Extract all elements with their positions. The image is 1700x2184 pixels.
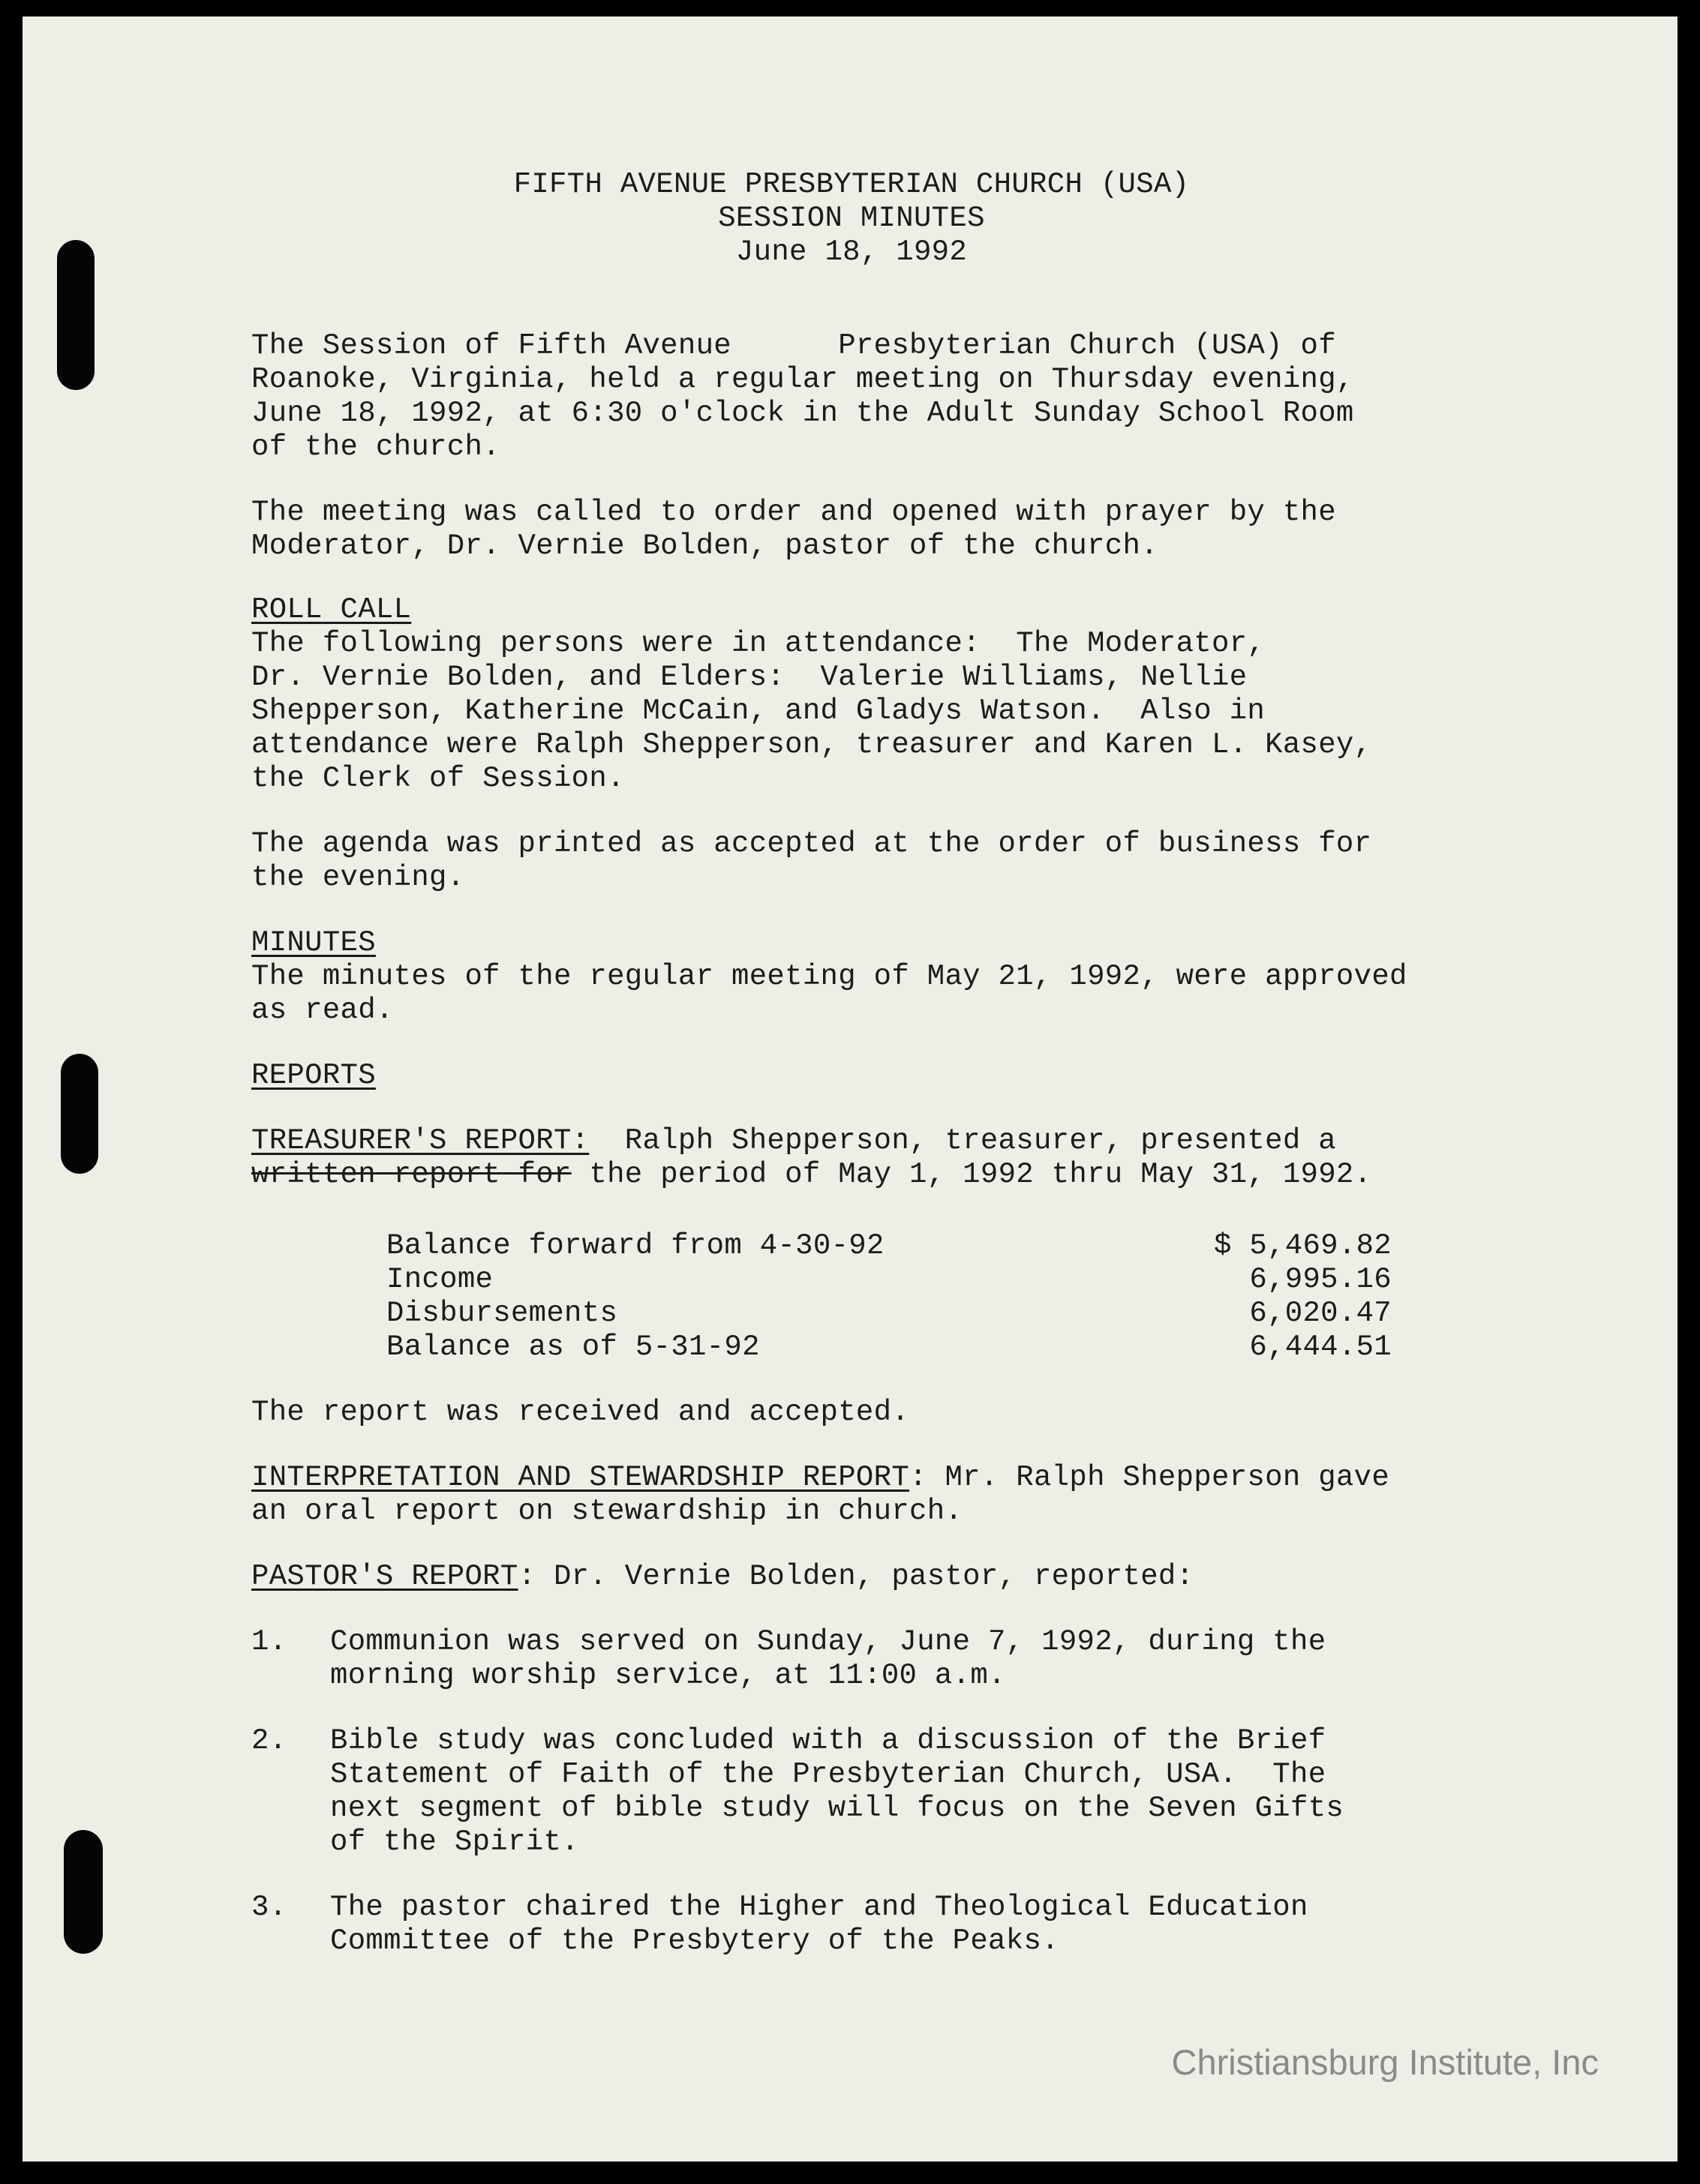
punch-hole-top	[57, 240, 95, 390]
document-title: SESSION MINUTES	[718, 202, 985, 235]
treasurer-closing: The report was received and accepted.	[251, 1396, 910, 1429]
fin-amount: 6,995.16	[1249, 1263, 1392, 1296]
list-item	[251, 1891, 1542, 1958]
fin-amount: $ 5,469.82	[1213, 1229, 1392, 1262]
minutes-document	[251, 168, 1542, 1958]
fin-amount: 6,020.47	[1249, 1297, 1392, 1330]
meeting-date: June 18, 1992	[735, 236, 968, 268]
document-page	[23, 16, 1677, 2162]
opening-paragraph: The meeting was called to order and opened with prayer by the Moderator, Dr. Vernie Bolden, pastor of the church.	[251, 496, 1336, 562]
treasurer-report-line2	[251, 1158, 1542, 1192]
list-item	[251, 1724, 1542, 1859]
minutes-text: The minutes of the regular meeting of May 21, 1992, were approved as read.	[251, 960, 1407, 1027]
fin-label: Disbursements	[386, 1297, 618, 1330]
punch-hole-bottom	[64, 1830, 103, 1954]
list-item-number: 3.	[251, 1891, 287, 1924]
reports-heading: REPORTS	[251, 1059, 376, 1092]
fin-label: Balance as of 5-31-92	[386, 1330, 760, 1364]
stewardship-heading: INTERPRETATION AND STEWARDSHIP REPORT	[251, 1461, 910, 1494]
punch-hole-middle	[61, 1054, 98, 1174]
agenda-paragraph: The agenda was printed as accepted at the order of business for the evening.	[251, 827, 1372, 894]
roll-call-text: The following persons were in attendance: The Moderator, Dr. Vernie Bolden, and Elders: Valerie Williams, Nellie Shepperson, Katherine McCain, and Gladys Watson. Also in attendance were Ralph Shepperson, treasurer and Karen L. Kasey, the Clerk of Session.	[251, 627, 1372, 795]
roll-call-heading: ROLL CALL	[251, 593, 412, 626]
pastor-heading: PASTOR'S REPORT	[251, 1560, 518, 1593]
fin-amount: 6,444.51	[1249, 1330, 1392, 1364]
document-header	[251, 168, 1452, 269]
treasurer-struck-text: written report for	[251, 1158, 572, 1191]
list-item	[251, 1625, 1542, 1693]
stewardship-report	[251, 1461, 1542, 1495]
list-item-number: 2.	[251, 1724, 287, 1757]
church-name: FIFTH AVENUE PRESBYTERIAN CHURCH (USA)	[513, 168, 1190, 201]
financial-table	[386, 1229, 1542, 1364]
list-item-text: Communion was served on Sunday, June 7, 1992, during the morning worship service, at 11:00 a.m.	[330, 1625, 1326, 1692]
pastor-intro-text: : Dr. Vernie Bolden, pastor, reported:	[518, 1560, 1194, 1593]
stewardship-text-line2: an oral report on stewardship in church.	[251, 1495, 963, 1528]
fin-label: Income	[386, 1263, 494, 1296]
list-item-text: The pastor chaired the Higher and Theological Education Committee of the Presbytery of the Peaks.	[330, 1891, 1308, 1958]
pastor-report	[251, 1560, 1542, 1594]
archive-watermark: Christiansburg Institute, Inc	[1171, 2042, 1599, 2082]
minutes-heading: MINUTES	[251, 926, 376, 959]
list-item-text: Bible study was concluded with a discussion of the Brief Statement of Faith of the Presbyterian Church, USA. The next segment of bible study will focus on the Seven Gifts of the Spirit.	[330, 1724, 1344, 1858]
treasurer-text-line2: the period of May 1, 1992 thru May 31, 1992.	[571, 1158, 1372, 1191]
fin-label: Balance forward from 4-30-92	[386, 1229, 885, 1262]
treasurer-report	[251, 1124, 1542, 1158]
treasurer-heading: TREASURER'S REPORT:	[251, 1124, 590, 1157]
stewardship-text-line1: : Mr. Ralph Shepperson gave	[909, 1461, 1390, 1494]
treasurer-text-line1: Ralph Shepperson, treasurer, presented a	[589, 1124, 1336, 1157]
list-item-number: 1.	[251, 1625, 287, 1658]
intro-paragraph: The Session of Fifth Avenue Presbyterian Church (USA) of Roanoke, Virginia, held a regular meeting on Thursday evening, June 18, 1992, at 6:30 o'clock in the Adult Sunday School Room of the church.	[251, 329, 1354, 464]
